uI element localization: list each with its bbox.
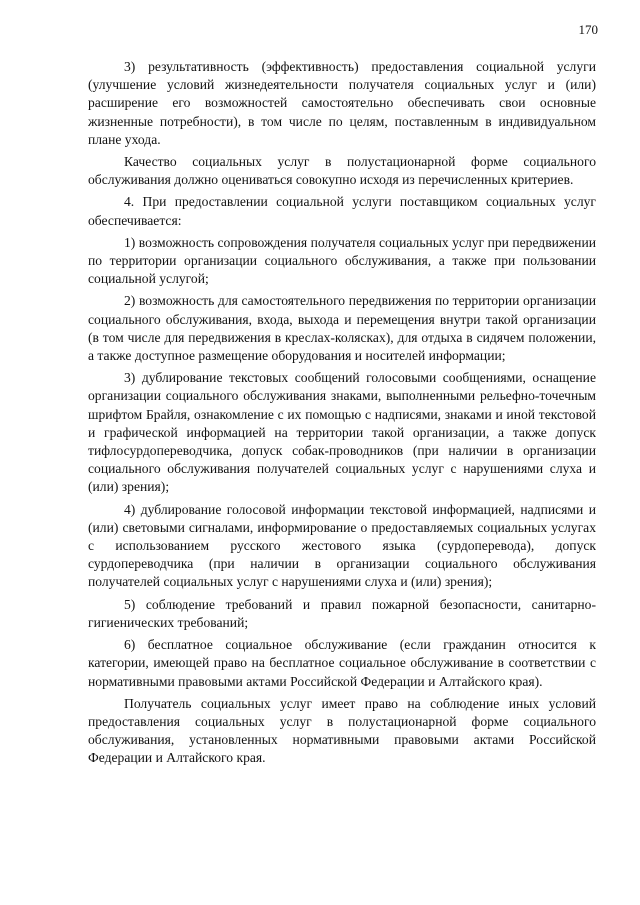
document-body: [88, 58, 596, 772]
list-item-6: 6) бесплатное социальное обслуживание (если гражданин относится к категории, имеющей право на бесплатное социальное обслуживание в соответствии с нормативными правовыми актами Российской Федерации и Алтайского края).: [88, 637, 596, 689]
page-number: 170: [578, 22, 598, 37]
paragraph-quality-assessment: Качество социальных услуг в полустационарной форме социального обслуживания должно оцениваться совокупно исходя из перечисленных критериев.: [88, 154, 596, 188]
paragraph-recipient-rights: Получатель социальных услуг имеет право на соблюдение иных условий предоставления социальных услуг в полустационарной форме социального обслуживания, установленных нормативными правовыми актами Российской Федерации и Алтайского края.: [88, 695, 596, 766]
list-item-2: 2) возможность для самостоятельного передвижения по территории организации социального обслуживания, входа, выхода и перемещения внутри такой организации (в том числе для передвижения в креслах-колясках), для отдыха в сидячем положении, а также доступное размещение оборудования и носителей информации;: [88, 293, 596, 364]
list-item-4: 4) дублирование голосовой информации текстовой информацией, надписями и (или) световыми сигналами, информирование о предоставляемых социальных услугах с использованием русского жестового языка (сурдоперевода), допуск сурдопереводчика (при наличии в организации социального обслуживания получателей социальных услуг с нарушениями слуха и (или) зрения);: [88, 501, 596, 590]
paragraph-section-4: 4. При предоставлении социальной услуги поставщиком социальных услуг обеспечивается:: [88, 194, 596, 228]
list-item-5: 5) соблюдение требований и правил пожарной безопасности, санитарно-гигиенических требований;: [88, 596, 596, 630]
list-item-1: 1) возможность сопровождения получателя социальных услуг при передвижении по территории организации социального обслуживания, а также при пользовании социальной услугой;: [88, 234, 596, 287]
paragraph-criterion-3: 3) результативность (эффективность) предоставления социальной услуги (улучшение условий жизнедеятельности получателя социальных услуг и (или) расширение его возможностей самостоятельно обеспечивать свои основные жизненные потребности), в том числе по целям, поставленным в индивидуальном плане ухода.: [88, 59, 596, 147]
list-item-3: 3) дублирование текстовых сообщений голосовыми сообщениями, оснащение организации социального обслуживания знаками, выполненными рельефно-точечным шрифтом Брайля, ознакомление с их помощью с надписями, знаками и иной текстовой и графической информацией на территории такой организации, а также допуск тифлосурдопереводчика, допуск собак-проводников (при наличии в организации социального обслуживания получателей социальных услуг с нарушениями слуха и (или) зрения);: [88, 370, 596, 495]
